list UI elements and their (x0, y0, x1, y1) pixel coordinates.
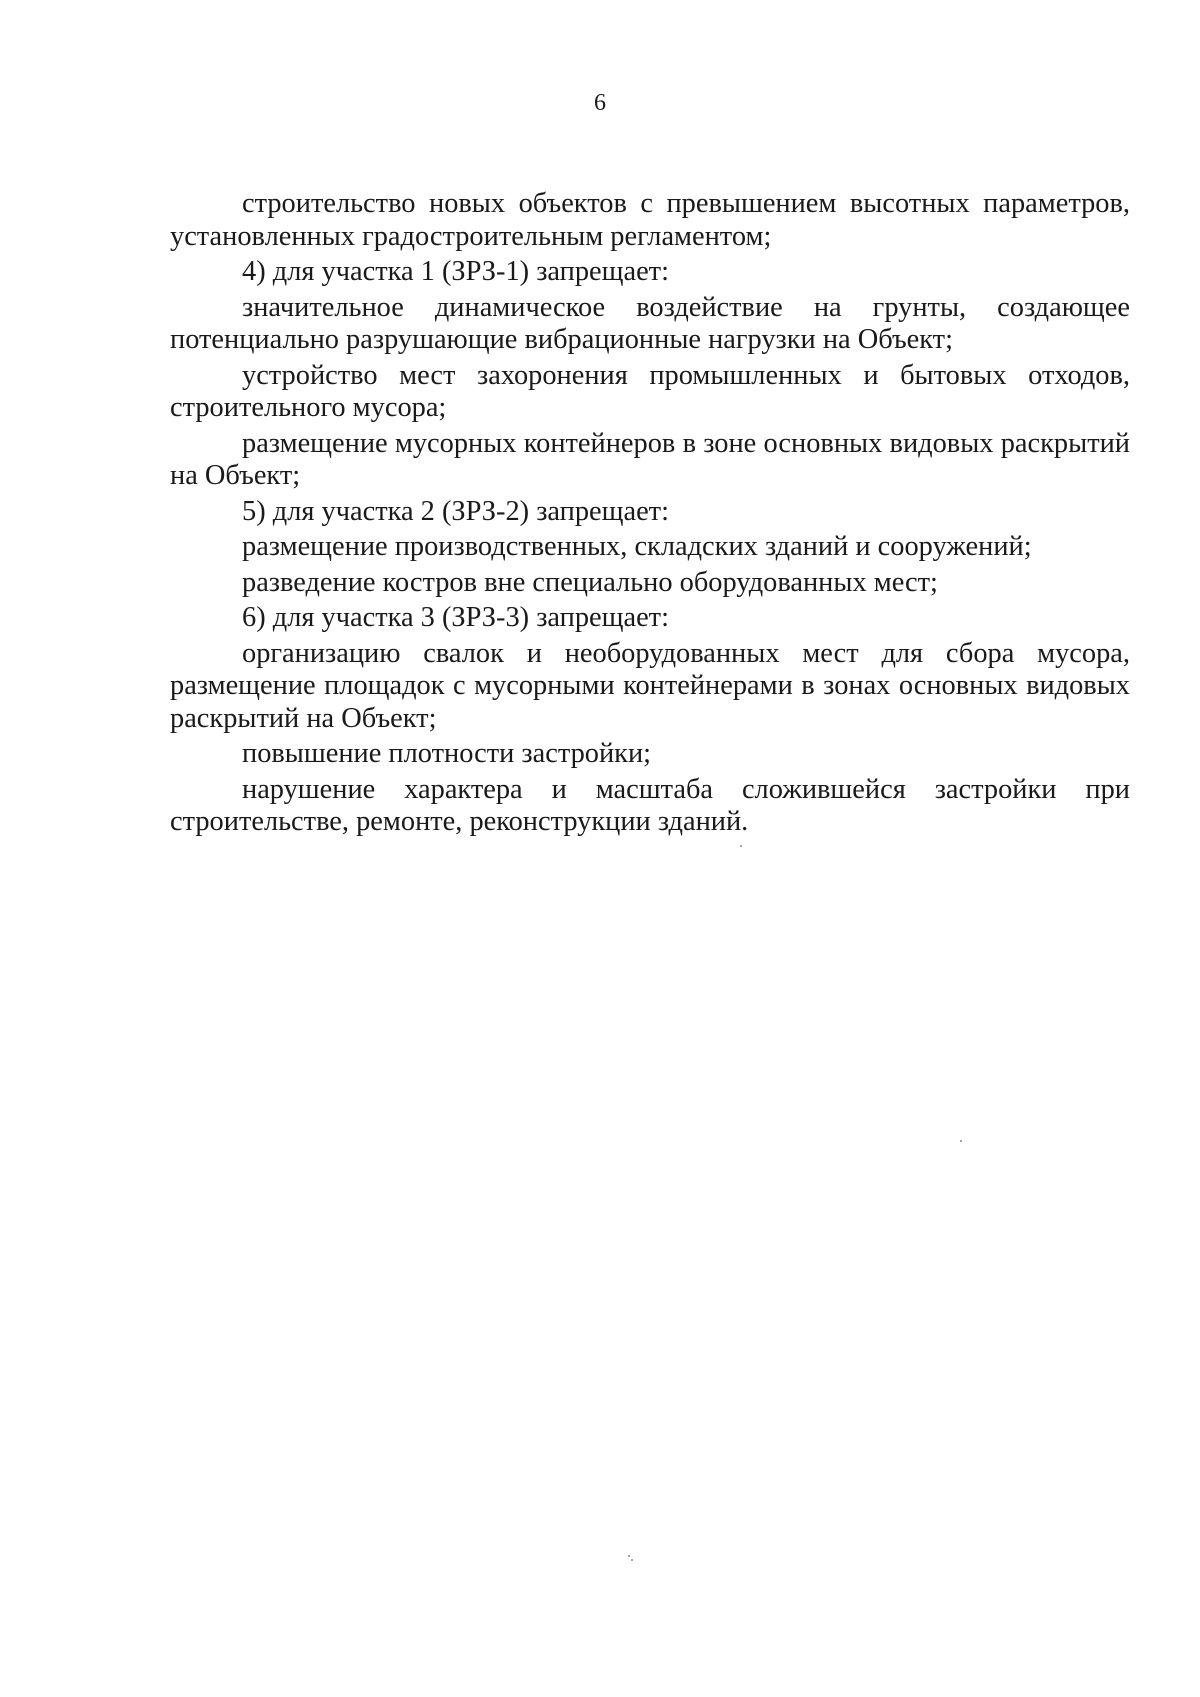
paragraph-zone-2-heading: 5) для участка 2 (ЗРЗ-2) запрещает: (242, 495, 669, 527)
scan-speck (628, 1555, 630, 1557)
scan-speck (960, 1140, 962, 1142)
scan-speck (740, 845, 742, 847)
paragraph-zone-1-heading: 4) для участка 1 (ЗРЗ-1) запрещает: (242, 256, 669, 287)
paragraph-dumps: организацию свалок и необорудованных мест для сбора мусора, размещение площадок с мусорными контейнерами в зонах основных видовых раскрытий на Объект; (170, 637, 1130, 734)
paragraph-waste-burial: устройство мест захоронения промышленных и бытовых отходов, строительного мусора; (170, 359, 1130, 423)
paragraph-zone-3-heading: 6) для участка 3 (ЗРЗ-3) запрещает: (242, 602, 669, 633)
paragraph-density: повышение плотности застройки; (242, 738, 652, 769)
page-number: 6 (594, 90, 606, 116)
document-body (170, 188, 1130, 842)
scan-speck (631, 1559, 633, 1561)
paragraph-bonfires: разведение костров вне специально оборудованных мест; (242, 566, 938, 598)
paragraph-height-restriction: строительство новых объектов с превышением высотных параметров, установленных градостроительным регламентом; (170, 188, 1130, 252)
paragraph-garbage-containers: размещение мусорных контейнеров в зоне основных видовых раскрытий на Объект; (170, 427, 1130, 491)
paragraph-industrial-buildings: размещение производственных, складских зданий и сооружений; (242, 531, 1032, 562)
paragraph-dynamic-impact: значительное динамическое воздействие на грунты, создающее потенциально разрушающие вибрационные нагрузки на Объект; (170, 291, 1130, 355)
paragraph-building-character: нарушение характера и масштаба сложившейся застройки при строительстве, ремонте, реконструкции зданий. (170, 773, 1130, 837)
